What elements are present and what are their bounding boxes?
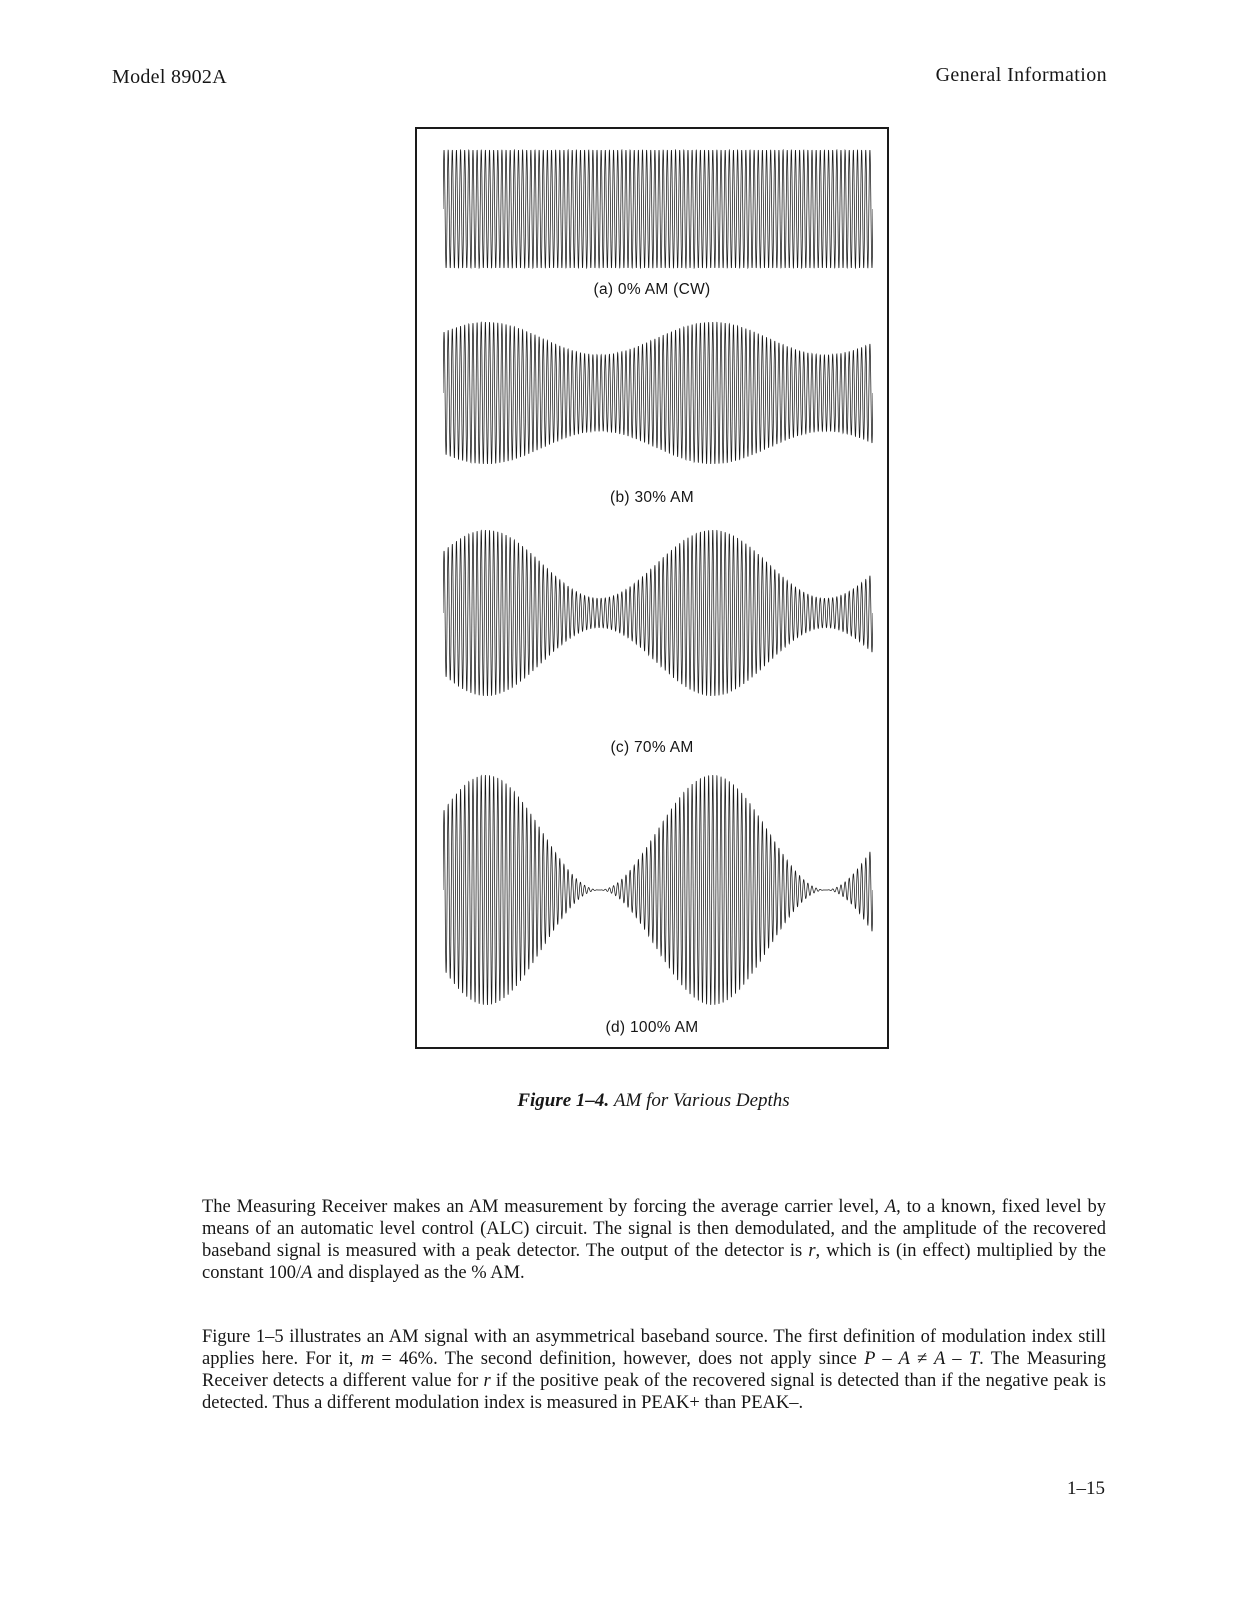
carrier-waveform-trace (443, 775, 873, 1005)
header-section: General Information (935, 64, 1107, 86)
panel-caption-b: (b) 30% AM (610, 489, 694, 506)
text-run: , to a known, fixed level by means of an automatic level control (ALC) circuit. The signal is then demodulated, and the amplitude of the recovered baseband signal is measured with a peak detector. The output of the detector is (202, 1197, 1106, 1261)
carrier-waveform-trace (443, 150, 873, 268)
inequality-expression: P – A ≠ A – T (864, 1349, 980, 1369)
text-run: . The Measuring Receiver detects a different value for (202, 1349, 1106, 1391)
carrier-waveform-trace (443, 530, 873, 696)
carrier-waveform-trace (443, 322, 873, 464)
waveform-100-percent (443, 774, 873, 1006)
panel-caption-c: (c) 70% AM (610, 739, 694, 756)
text-run: = 46%. The second definition, however, does not apply since (374, 1349, 865, 1369)
variable-r: r (808, 1241, 816, 1261)
text-run: and displayed as the % AM. (312, 1263, 525, 1283)
header-model: Model 8902A (112, 66, 227, 88)
text-run: , which is (in effect) multiplied by the constant 100/ (202, 1241, 1106, 1283)
figure-number: Figure 1–4. (517, 1090, 610, 1111)
waveform-30-percent (443, 321, 873, 465)
text-run: The Measuring Receiver makes an AM measurement by forcing the average carrier level, (202, 1197, 885, 1217)
panel-caption-a: (a) 0% AM (CW) (593, 281, 711, 298)
variable-m: m (360, 1349, 375, 1369)
variable-r: r (483, 1371, 491, 1391)
figure-frame (415, 127, 889, 1049)
variable-a: A (884, 1197, 897, 1217)
panel-caption-d: (d) 100% AM (605, 1019, 699, 1036)
variable-a: A (301, 1263, 313, 1283)
waveform-70-percent (443, 529, 873, 697)
waveform-0-percent (443, 149, 873, 269)
figure-title: AM for Various Depths (613, 1090, 790, 1111)
figure-caption (0, 1090, 1237, 1112)
paragraph-am-measurement (202, 1196, 1106, 1284)
paragraph-asymmetric-source (202, 1326, 1106, 1414)
page-number: 1–15 (1067, 1478, 1105, 1499)
text-run: Figure 1–5 illustrates an AM signal with an asymmetrical baseband source. The first definition of modulation index still applies here. For it, (202, 1327, 1106, 1369)
text-run: if the positive peak of the recovered signal is detected than if the negative peak is detected. Thus a different modulation index is measured in PEAK+ than PEAK–. (202, 1371, 1106, 1413)
